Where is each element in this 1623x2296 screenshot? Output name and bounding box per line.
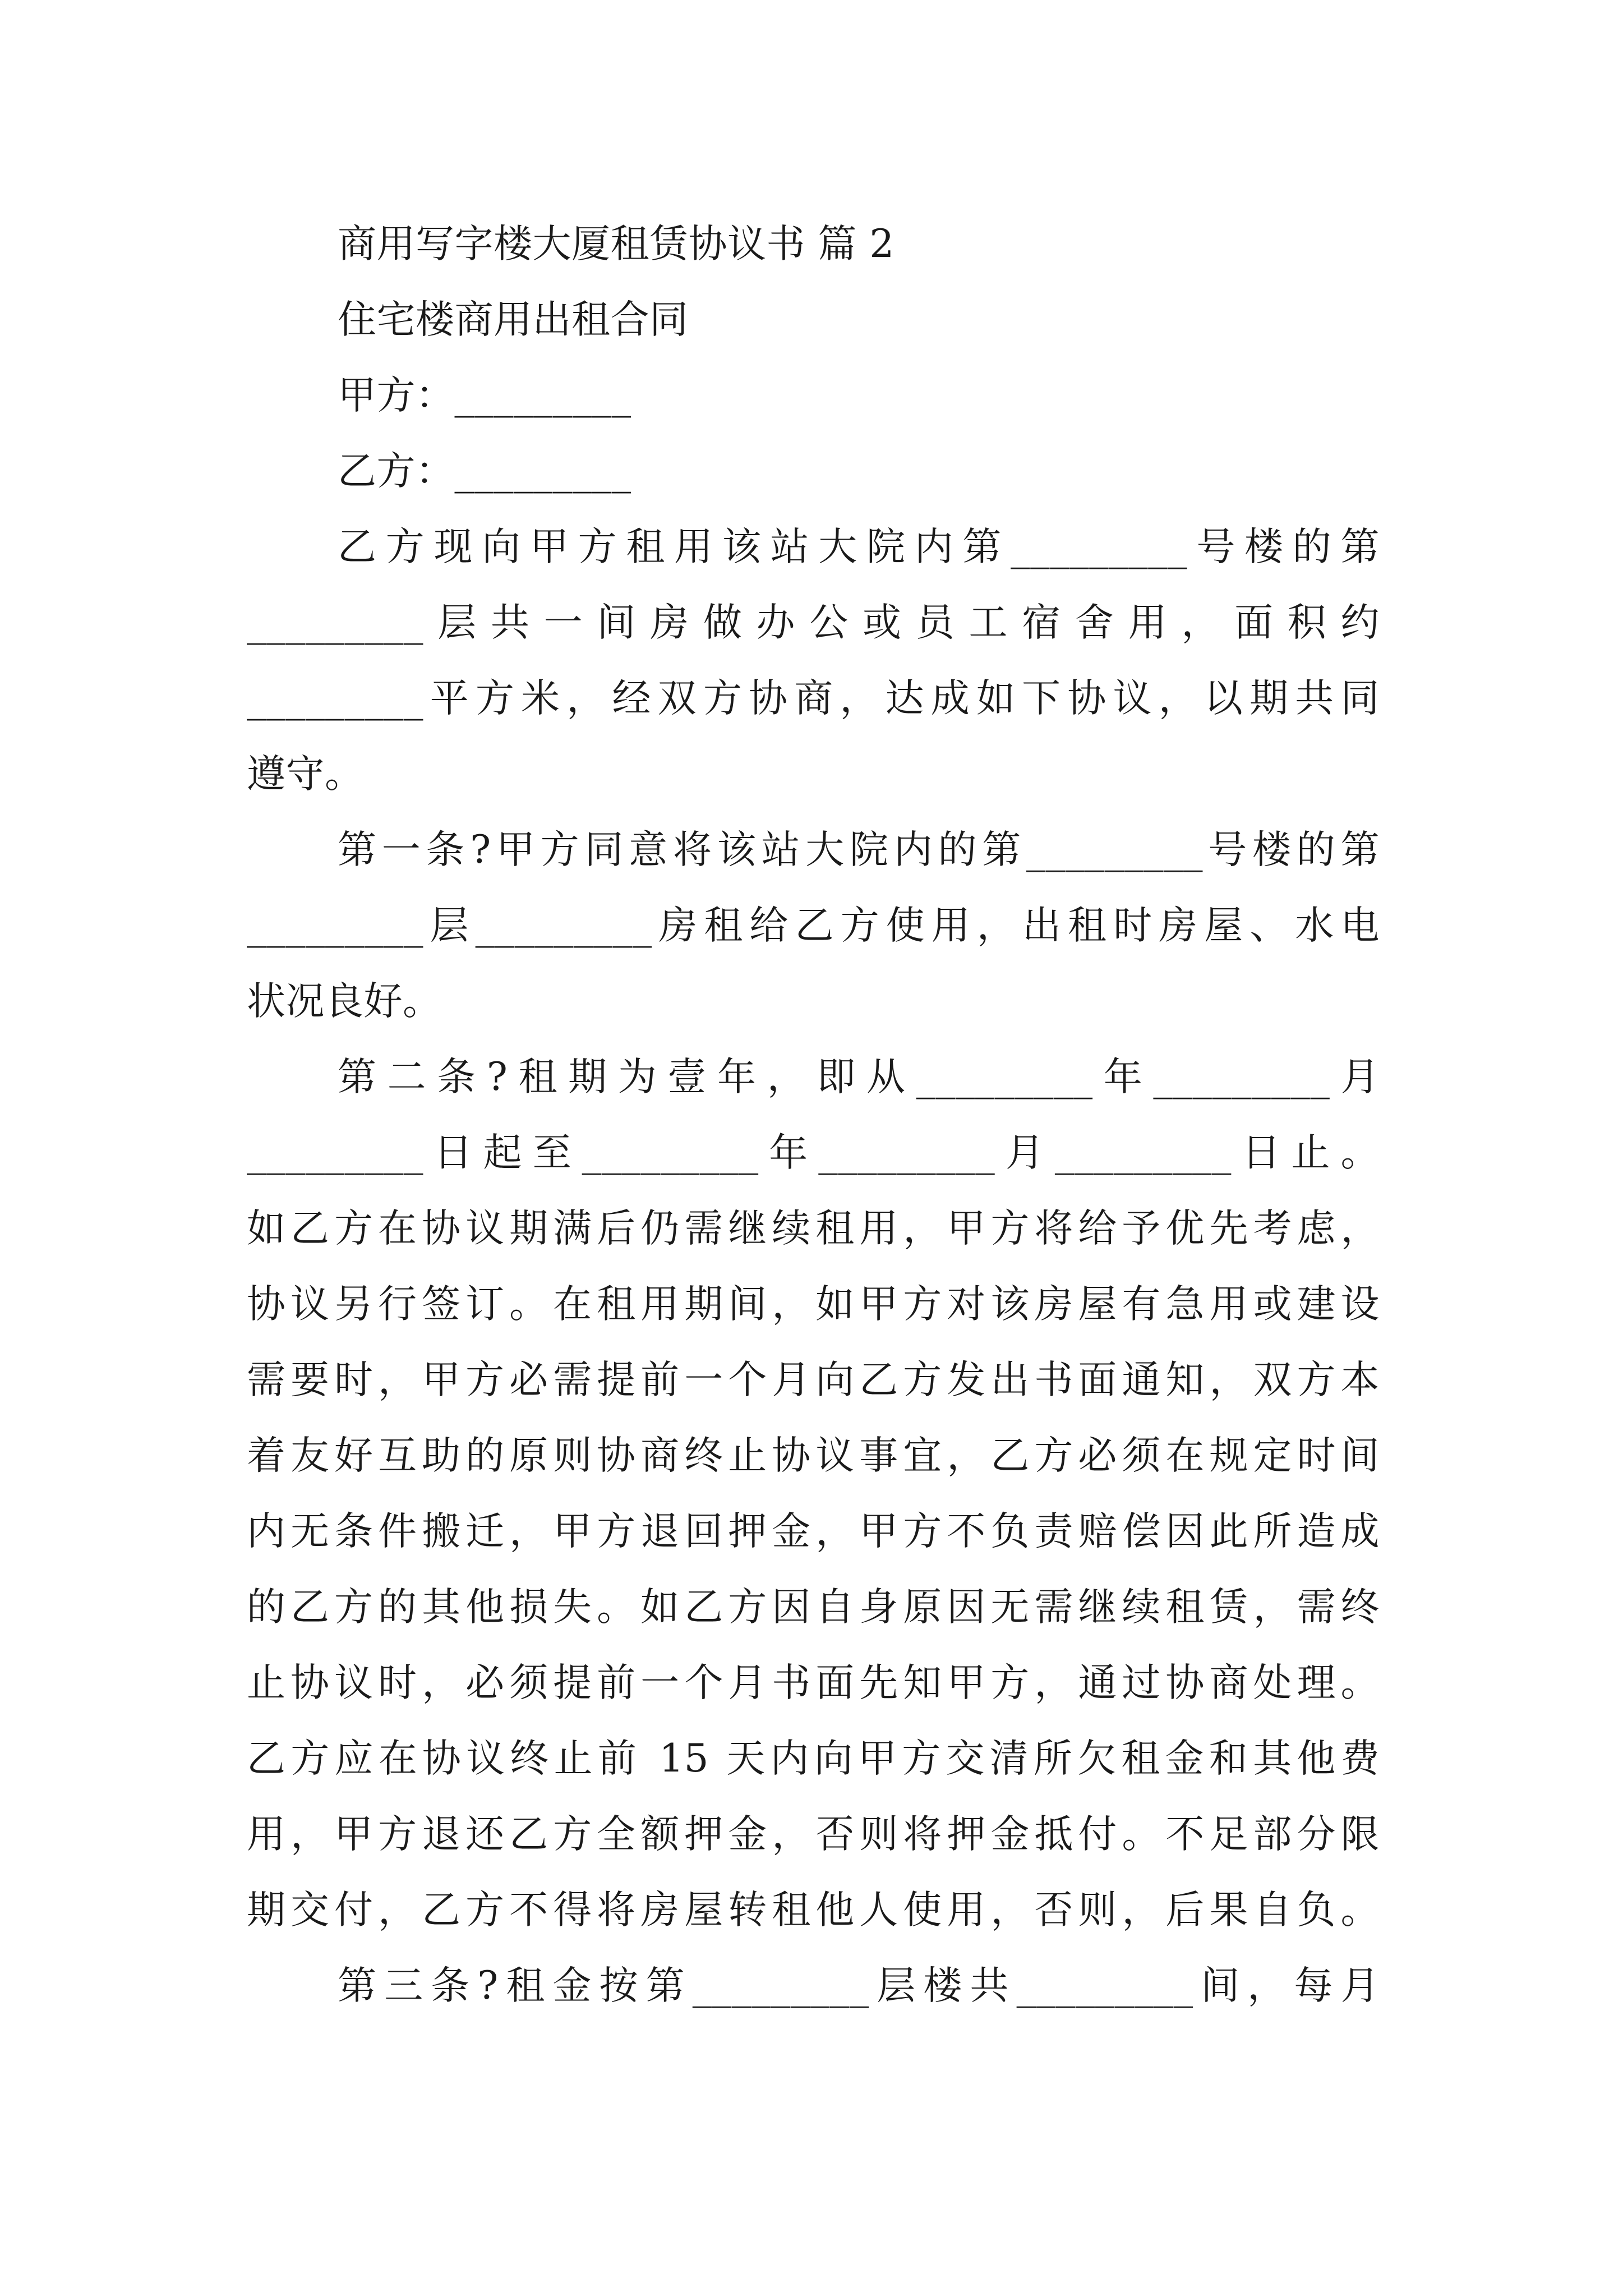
body-line: 状况良好。 — [247, 979, 442, 1024]
body-line: 内无条件搬迁，甲方退回押金，甲方不负责赔偿因此所造成 — [247, 1509, 1380, 1554]
body-line: 止协议时，必须提前一个月书面先知甲方，通过协商处理。 — [247, 1660, 1380, 1705]
body-line: _________层共一间房做办公或员工宿舍用，面积约 — [247, 600, 1380, 645]
body-line: 期交付，乙方不得将房屋转租他人使用，否则，后果自负。 — [247, 1888, 1380, 1932]
body-line: 如乙方在协议期满后仍需继续租用，甲方将给予优先考虑， — [247, 1206, 1380, 1251]
body-line: 协议另行签订。在租用期间，如甲方对该房屋有急用或建设 — [247, 1282, 1380, 1327]
body-line: 第三条?租金按第_________层楼共_________间，每月 — [338, 1963, 1380, 2008]
body-line: _________平方米，经双方协商，达成如下协议，以期共同 — [247, 676, 1380, 721]
body-line: _________层_________房租给乙方使用，出租时房屋、水电 — [247, 903, 1380, 948]
body-line: 遵守。 — [247, 752, 364, 797]
body-line: 第一条?甲方同意将该站大院内的第_________号楼的第 — [338, 827, 1380, 872]
party-a-line: 甲方：_________ — [338, 373, 631, 418]
body-line: 第二条?租期为壹年，即从_________年_________月 — [338, 1055, 1380, 1099]
body-line: 乙方现向甲方租用该站大院内第_________号楼的第 — [338, 524, 1380, 569]
body-line: 用，甲方退还乙方全额押金，否则将押金抵付。不足部分限 — [247, 1812, 1380, 1857]
contract-title: 住宅楼商用出租合同 — [338, 297, 689, 342]
body-line: _________日起至_________年_________月_________日止。 — [247, 1130, 1380, 1175]
body-line: 着友好互助的原则协商终止协议事宜，乙方必须在规定时间 — [247, 1433, 1380, 1478]
body-line: 需要时，甲方必需提前一个月向乙方发出书面通知，双方本 — [247, 1358, 1380, 1402]
body-line: 的乙方的其他损失。如乙方因自身原因无需继续租赁，需终 — [247, 1585, 1380, 1630]
party-b-line: 乙方：_________ — [338, 449, 631, 494]
document-title: 商用写字楼大厦租赁协议书 篇 2 — [338, 222, 895, 266]
body-line: 乙方应在协议终止前 15 天内向甲方交清所欠租金和其他费 — [247, 1736, 1380, 1781]
